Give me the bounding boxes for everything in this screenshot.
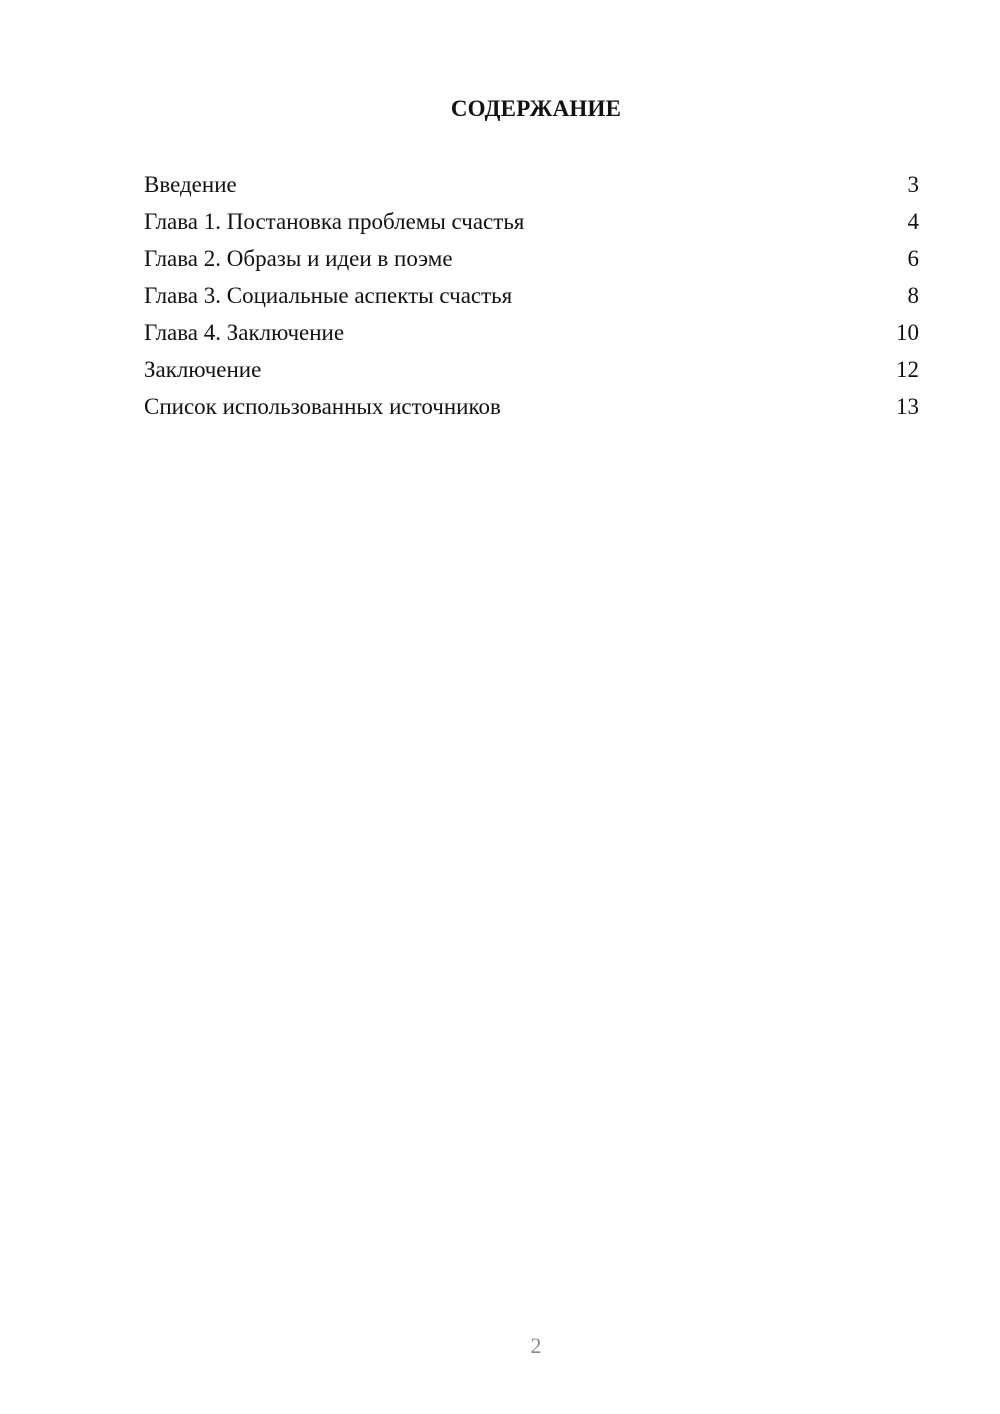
toc-item-label: Глава 4. Заключение — [144, 320, 345, 345]
toc-item-label: Глава 1. Постановка проблемы счастья — [144, 209, 525, 234]
toc-item-page: 8 — [907, 283, 919, 308]
toc-item-label: Глава 2. Образы и идеи в поэме — [144, 246, 453, 271]
toc-item-page: 6 — [907, 246, 919, 271]
toc-item-page: 12 — [896, 357, 919, 382]
toc-item-label: Глава 3. Социальные аспекты счастья — [144, 283, 513, 308]
toc-item-page: 3 — [907, 172, 919, 197]
toc-item-chapter-1 — [144, 207, 919, 244]
toc-item-label: Введение — [144, 172, 237, 197]
toc-item-chapter-4 — [144, 318, 919, 355]
toc-item-label: Заключение — [144, 357, 262, 382]
toc-item-chapter-2 — [144, 244, 919, 281]
toc-item-page: 10 — [896, 320, 919, 345]
toc-item-chapter-3 — [144, 281, 919, 318]
page-title: СОДЕРЖАНИЕ — [450, 96, 622, 121]
toc-item-page: 4 — [907, 209, 919, 234]
table-of-contents — [144, 170, 919, 429]
toc-item-conclusion — [144, 355, 919, 392]
toc-item-introduction — [144, 170, 919, 207]
toc-item-label: Список использованных источников — [144, 394, 501, 419]
page-number: 2 — [530, 1333, 542, 1358]
toc-item-page: 13 — [896, 394, 919, 419]
toc-item-references — [144, 392, 919, 429]
